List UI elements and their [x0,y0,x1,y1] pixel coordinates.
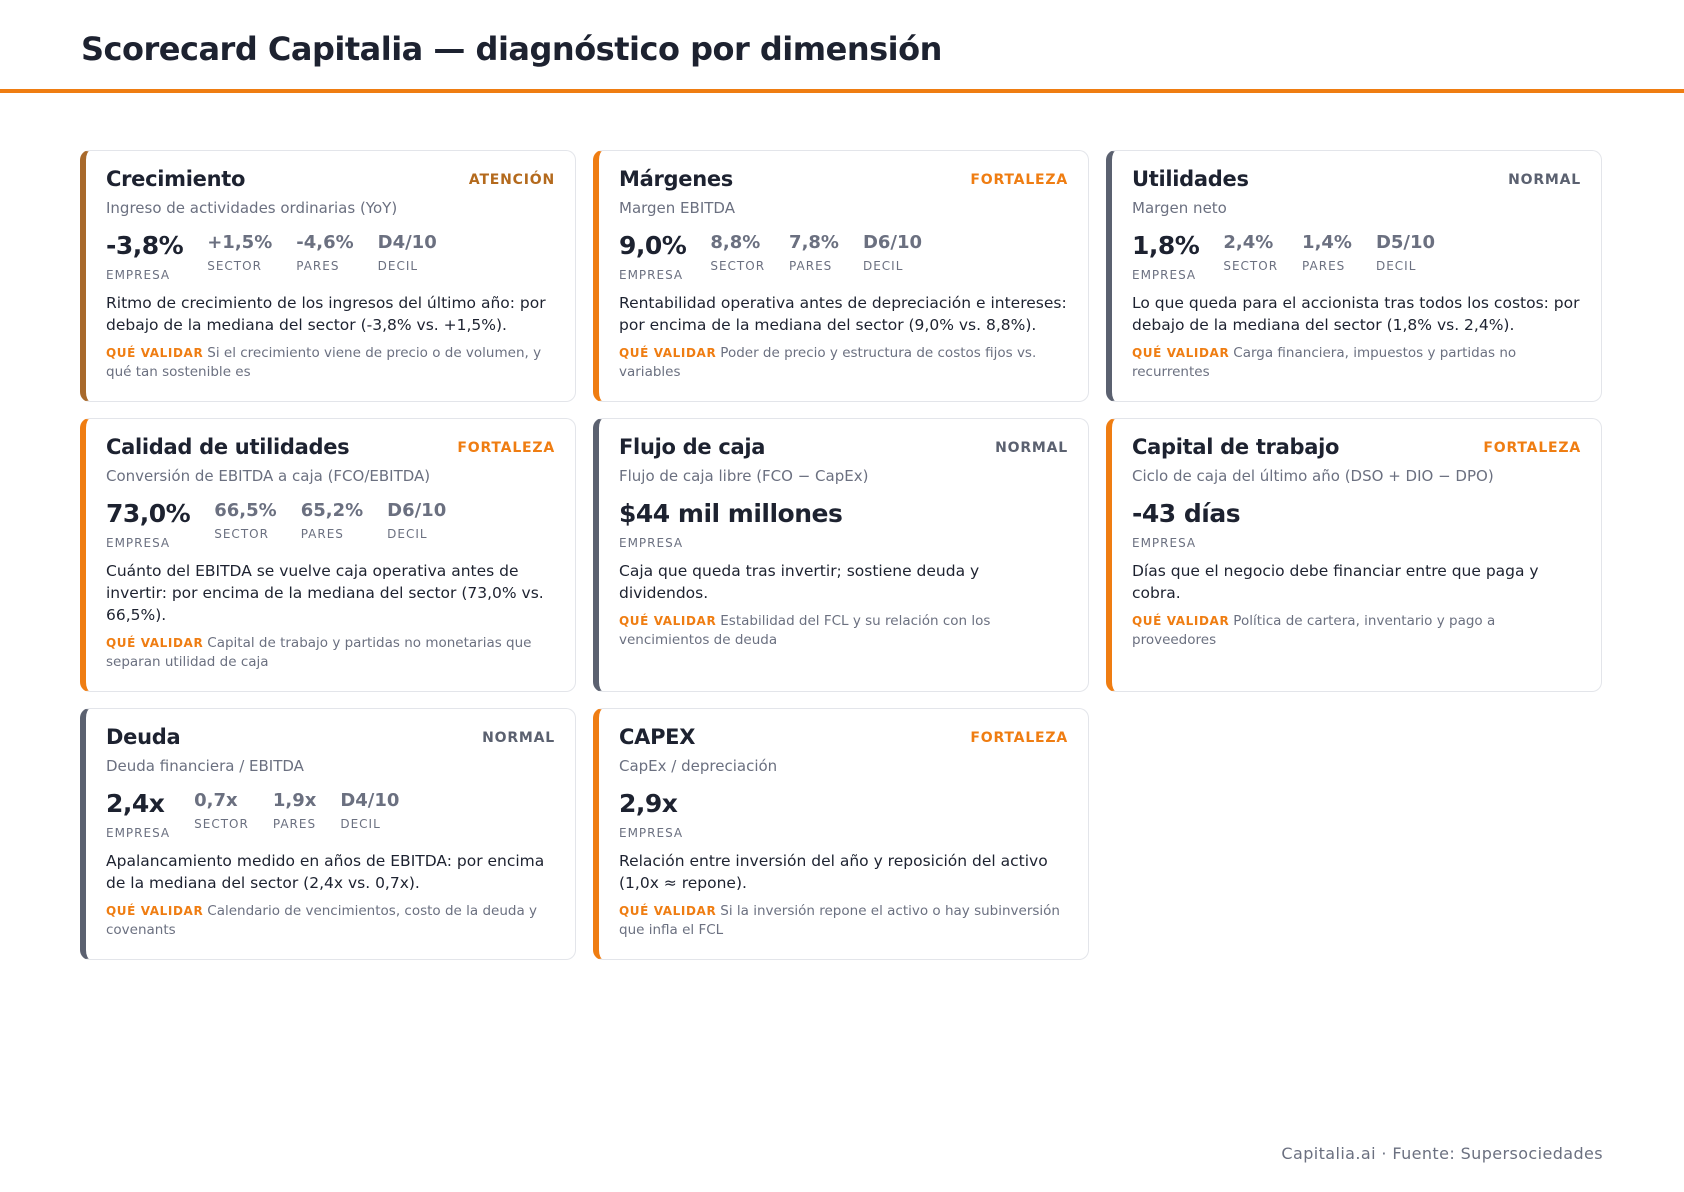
metric-label: EMPRESA [106,536,171,550]
metric-label: EMPRESA [619,826,684,840]
page-title: Scorecard Capitalia — diagnóstico por dimensión [81,30,942,68]
card-title: Utilidades [1132,167,1249,191]
metrics-row [106,231,555,282]
validate-label: QUÉ VALIDAR [106,346,204,360]
scorecard-card-calidad-utilidades [80,418,576,692]
validate-text: Estabilidad del FCL y su relación con los vencimientos de deuda [619,613,991,648]
validate-text: Política de cartera, inventario y pago a proveedores [1132,613,1496,648]
card-description: Rentabilidad operativa antes de depreciación e intereses: por encima de la mediana del sector (9,0% vs. 8,8%). [619,294,1067,334]
metric-label: SECTOR [207,259,262,273]
validate-label: QUÉ VALIDAR [619,614,717,628]
card-title: Deuda [106,725,181,749]
metric-label: EMPRESA [1132,268,1197,282]
metric-value: 1,4% [1302,232,1352,253]
status-badge: FORTALEZA [970,172,1068,188]
card-description: Ritmo de crecimiento de los ingresos del último año: por debajo de la mediana del sector (-3,8% vs. +1,5%). [106,294,546,334]
scorecard-card-deuda [80,708,576,960]
metric-value: 0,7x [194,790,238,811]
metric-label: EMPRESA [619,536,684,550]
metric-value: D6/10 [862,232,923,253]
status-badge: NORMAL [995,440,1068,456]
card-subtitle: Conversión de EBITDA a caja (FCO/EBITDA) [106,467,431,485]
validate-label: QUÉ VALIDAR [1132,614,1230,628]
metric-empresa [106,789,170,840]
metric-value: D4/10 [377,232,437,253]
metric-label: SECTOR [710,259,766,273]
metric-pares [789,231,839,273]
validate-label: QUÉ VALIDAR [619,346,717,360]
card-title: Crecimiento [106,167,246,191]
metric-empresa [106,499,190,550]
metric-label: PARES [296,259,340,273]
metric-sector [1223,231,1278,273]
validate-label: QUÉ VALIDAR [619,904,717,918]
metric-label: DECIL [387,527,428,541]
metric-pares [1302,231,1352,273]
card-subtitle: CapEx / depreciación [619,757,778,775]
metric-pares [273,789,317,831]
metric-value: 1,8% [1132,231,1200,260]
card-description: Lo que queda para el accionista tras todos los costos: por debajo de la mediana del sector (1,8% vs. 2,4%). [1132,294,1580,334]
validate-text: Capital de trabajo y partidas no monetarias que separan utilidad de caja [106,635,532,670]
card-title: Flujo de caja [619,435,766,459]
metric-label: EMPRESA [619,268,684,282]
metric-empresa [619,499,842,550]
metric-label: SECTOR [214,527,269,541]
metric-sector [214,499,276,541]
metric-label: SECTOR [1223,259,1279,273]
validate-label: QUÉ VALIDAR [106,636,204,650]
metrics-row [106,499,555,550]
card-title: Capital de trabajo [1132,435,1340,459]
status-badge: NORMAL [482,730,555,746]
scorecard-card-flujo-caja [593,418,1089,692]
status-badge: FORTALEZA [457,440,555,456]
validate-text: Carga financiera, impuestos y partidas no recurrentes [1132,345,1517,380]
metric-label: SECTOR [194,817,249,831]
page-footer: Capitalia.ai · Fuente: Supersociedades [1281,1144,1603,1163]
metric-label: PARES [272,817,317,831]
metric-empresa [1132,231,1199,282]
status-badge: FORTALEZA [1483,440,1581,456]
validate-note [106,634,555,672]
card-description: Días que el negocio debe financiar entre que paga y cobra. [1132,562,1539,602]
scorecard-card-crecimiento [80,150,576,402]
metric-label: PARES [1302,259,1346,273]
validate-note [106,344,555,382]
card-description: Cuánto del EBITDA se vuelve caja operativa antes de invertir: por encima de la mediana del sector (73,0% vs. 66,5%). [106,562,544,624]
status-badge: NORMAL [1508,172,1581,188]
card-description: Apalancamiento medido en años de EBITDA: por encima de la mediana del sector (2,4x vs. 0,7x). [106,852,545,892]
card-subtitle: Deuda financiera / EBITDA [106,757,304,775]
metric-value: 73,0% [106,499,191,528]
validate-label: QUÉ VALIDAR [1132,346,1230,360]
metric-pares [296,231,353,273]
card-title: CAPEX [619,725,696,749]
scorecard-card-capex [593,708,1089,960]
validate-note [619,902,1068,940]
metric-value: 8,8% [710,232,761,253]
metric-label: DECIL [862,259,904,273]
card-title: Calidad de utilidades [106,435,350,459]
metric-label: DECIL [340,817,381,831]
metric-value: 66,5% [214,500,277,521]
metric-label: DECIL [377,259,419,273]
metric-value: -4,6% [296,232,354,253]
metrics-row [1132,231,1581,282]
metrics-row [106,789,555,840]
metric-value: 2,4x [106,789,165,818]
metric-label: EMPRESA [1132,536,1197,550]
validate-note [106,902,555,940]
card-subtitle: Margen neto [1132,199,1227,217]
metric-label: PARES [789,259,833,273]
card-title: Márgenes [619,167,733,191]
metric-value: 2,9x [619,789,678,818]
metric-value: 65,2% [300,500,364,521]
metric-value: D4/10 [340,790,400,811]
validate-text: Poder de precio y estructura de costos fijos vs. variables [619,345,1037,380]
card-subtitle: Ciclo de caja del último año (DSO + DIO − DPO) [1132,467,1494,485]
metric-pares [301,499,363,541]
metric-sector [710,231,765,273]
metrics-row [619,499,1068,550]
metric-empresa [619,231,686,282]
metric-label: DECIL [1375,259,1417,273]
card-subtitle: Flujo de caja libre (FCO − CapEx) [619,467,869,485]
card-subtitle: Ingreso de actividades ordinarias (YoY) [106,199,398,217]
metric-value: -43 días [1132,499,1241,528]
metric-label: PARES [300,527,344,541]
metric-decil [1376,231,1435,273]
status-badge: FORTALEZA [970,730,1068,746]
scorecard-card-margenes [593,150,1089,402]
validate-note [619,612,1068,650]
metric-value: 2,4% [1223,232,1274,253]
metric-value: 9,0% [619,231,687,260]
metric-decil [378,231,437,273]
metric-value: D5/10 [1375,232,1436,253]
metric-value: -3,8% [106,231,184,260]
validate-text: Si la inversión repone el activo o hay subinversión que infla el FCL [619,903,1060,938]
metric-empresa [1132,499,1240,550]
metric-value: 7,8% [789,232,839,253]
validate-label: QUÉ VALIDAR [106,904,204,918]
metric-decil [387,499,446,541]
status-badge: ATENCIÓN [468,172,555,188]
metric-decil [340,789,399,831]
validate-note [1132,344,1581,382]
metrics-row [619,231,1068,282]
metric-empresa [106,231,183,282]
validate-text: Calendario de vencimientos, costo de la deuda y covenants [106,903,538,938]
scorecard-card-capital-trabajo [1106,418,1602,692]
metric-decil [863,231,922,273]
metric-value: D6/10 [387,500,447,521]
metric-label: EMPRESA [106,826,171,840]
metric-label: EMPRESA [106,268,171,282]
metrics-row [1132,499,1581,550]
card-subtitle: Margen EBITDA [619,199,735,217]
metric-value: 1,9x [272,790,317,811]
validate-text: Si el crecimiento viene de precio o de volumen, y qué tan sostenible es [106,345,542,380]
page-header [0,0,1684,93]
validate-note [1132,612,1581,650]
metrics-row [619,789,1068,840]
scorecard-card-utilidades [1106,150,1602,402]
metric-value: $44 mil millones [619,499,843,528]
metric-value: +1,5% [207,232,273,253]
validate-note [619,344,1068,382]
metric-empresa [619,789,683,840]
card-description: Caja que queda tras invertir; sostiene deuda y dividendos. [619,562,980,602]
metric-sector [194,789,249,831]
card-description: Relación entre inversión del año y reposición del activo (1,0x ≈ repone). [619,852,1048,892]
metric-sector [207,231,272,273]
